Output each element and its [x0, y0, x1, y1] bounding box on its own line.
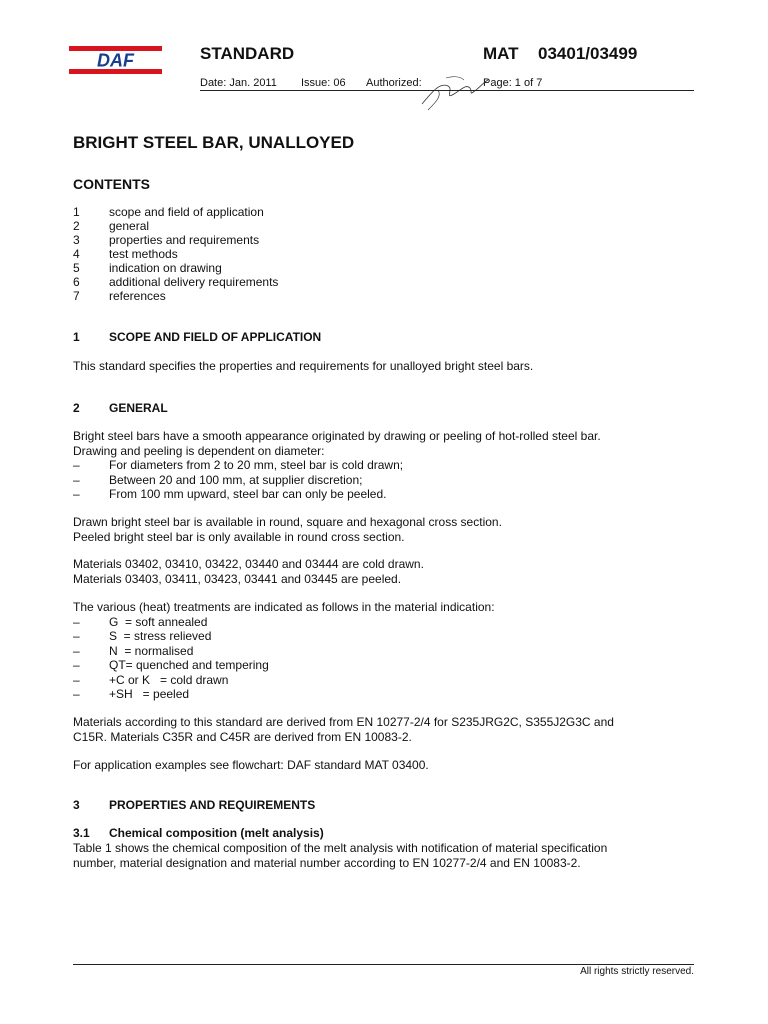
section-3-1-text: Table 1 shows the chemical composition of the melt analysis with notification of material specification number, material designation and material number according to EN 10277-2/4 and EN 10083-2.: [73, 841, 608, 870]
toc-item: 5 indication on drawing: [73, 261, 222, 275]
section-2-paragraph-1: Bright steel bars have a smooth appearance originated by drawing or peeling of hot-rolled steel bar. Drawing and peeling is dependent on diameter: – For diameters from 2 to 20 mm, steel bar is cold drawn; – Between 20 and 100 mm, at supplier discretion; – From 100 mm upward, steel bar can only be peeled.: [73, 429, 673, 502]
section-3-heading: 3 PROPERTIES AND REQUIREMENTS: [73, 798, 316, 812]
contents-heading: CONTENTS: [73, 176, 150, 192]
mat-label: MAT: [483, 44, 519, 63]
section-3-1-heading: 3.1 Chemical composition (melt analysis): [73, 826, 324, 840]
list-item: – S = stress relieved: [73, 629, 212, 643]
toc-item: 7 references: [73, 289, 166, 303]
toc-item: 1 scope and field of application: [73, 205, 264, 219]
signature: [418, 72, 490, 112]
list-item: – From 100 mm upward, steel bar can only be peeled.: [73, 487, 387, 501]
header-rule: [200, 90, 694, 91]
section-2-paragraph-2: Drawn bright steel bar is available in round, square and hexagonal cross section. Peeled bright steel bar is only available in round cross section.: [73, 515, 502, 544]
list-item: – For diameters from 2 to 20 mm, steel bar is cold drawn;: [73, 458, 404, 472]
section-1-text: This standard specifies the properties and requirements for unalloyed bright steel bars.: [73, 359, 534, 373]
section-2-heading: 2 GENERAL: [73, 401, 168, 415]
section-2-paragraph-6: For application examples see flowchart: DAF standard MAT 03400.: [73, 758, 429, 772]
issue: Issue: 06: [301, 77, 346, 89]
toc-item: 3 properties and requirements: [73, 233, 260, 247]
list-item: – QT= quenched and tempering: [73, 658, 269, 672]
toc-item: 4 test methods: [73, 247, 178, 261]
logo-text: DAF: [97, 50, 134, 71]
section-1-heading: 1 SCOPE AND FIELD OF APPLICATION: [73, 330, 322, 344]
list-item: – +C or K = cold drawn: [73, 672, 229, 687]
list-item: – G = soft annealed: [73, 614, 208, 629]
footer-rule: [73, 964, 694, 965]
section-2-paragraph-3: Materials 03402, 03410, 03422, 03440 and 03444 are cold drawn. Materials 03403, 03411, 03423, 03441 and 03445 are peeled.: [73, 557, 424, 586]
section-2-paragraph-5: Materials according to this standard are derived from EN 10277-2/4 for S235JRG2C, S355J2G3C and C15R. Materials C35R and C45R are derived from EN 10083-2.: [73, 715, 614, 744]
toc-item: 2 general: [73, 219, 150, 233]
page-number: Page: 1 of 7: [483, 77, 543, 89]
mat-number: 03401/03499: [538, 44, 638, 63]
toc-item: 6 additional delivery requirements: [73, 275, 279, 289]
list-item: – Between 20 and 100 mm, at supplier discretion;: [73, 472, 363, 487]
table-of-contents: [73, 205, 278, 303]
list-item: – N = normalised: [73, 643, 194, 658]
standard-label: STANDARD: [200, 44, 295, 63]
document-title: BRIGHT STEEL BAR, UNALLOYED: [73, 133, 355, 152]
list-item: – +SH = peeled: [73, 687, 190, 701]
footer-text: All rights strictly reserved.: [580, 966, 694, 977]
daf-logo: [69, 46, 162, 74]
authorized-label: Authorized:: [366, 77, 422, 89]
section-2-paragraph-4: The various (heat) treatments are indicated as follows in the material indication: – G = soft annealed – S = stress relieved – N = normalised – QT= quenched and tempering – +C or K = cold drawn – +SH = peeled: [73, 600, 673, 702]
date: Date: Jan. 2011: [200, 77, 277, 89]
